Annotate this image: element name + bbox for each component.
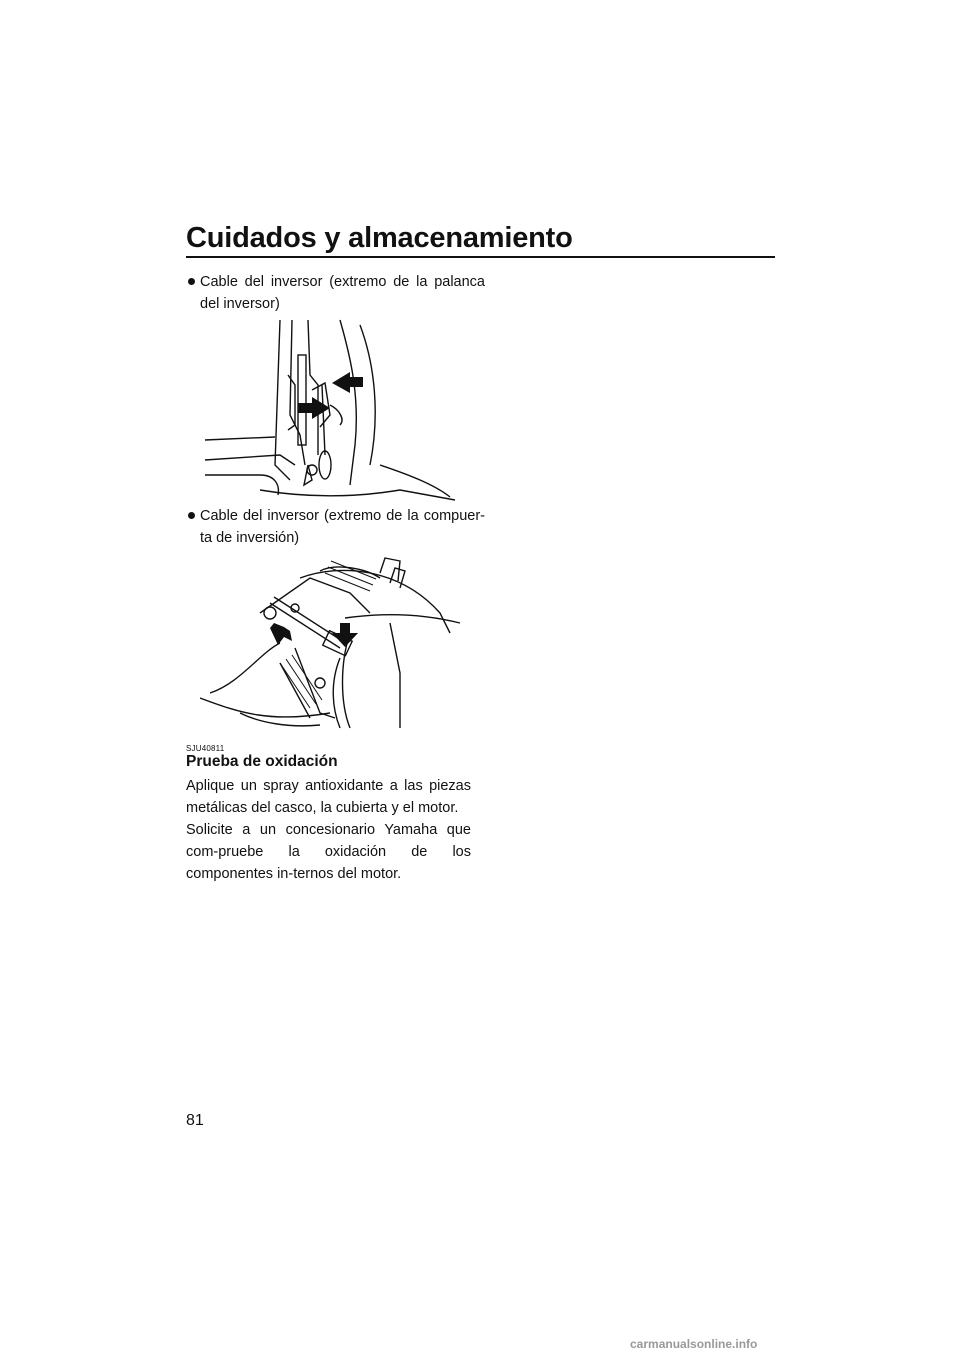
bullet-text: Cable del inversor (extremo de la compuer-ta de inversión) [200,508,485,546]
reverse-gate-illustration [200,553,462,731]
section-heading: Prueba de oxidación [186,753,338,770]
shift-lever-illustration [200,315,462,501]
bullet-dot-icon [188,512,195,519]
footer-brand[interactable]: carmanualsonline.info [630,1337,758,1351]
page-title: Cuidados y almacenamiento [186,222,573,254]
page-number: 81 [186,1112,204,1129]
bullet-item [188,271,485,315]
bullet-text: Cable del inversor (extremo de la palanca del inversor) [200,274,485,312]
bullet-dot-icon [188,278,195,285]
section-code: SJU40811 [186,744,225,753]
title-rule [186,256,775,258]
paragraph: Aplique un spray antioxidante a las piezas metálicas del casco, la cubierta y el motor. [186,778,471,816]
bullet-item [188,505,485,549]
paragraph: Solicite a un concesionario Yamaha que com-pruebe la oxidación de los componentes in-ternos del motor. [186,822,471,882]
